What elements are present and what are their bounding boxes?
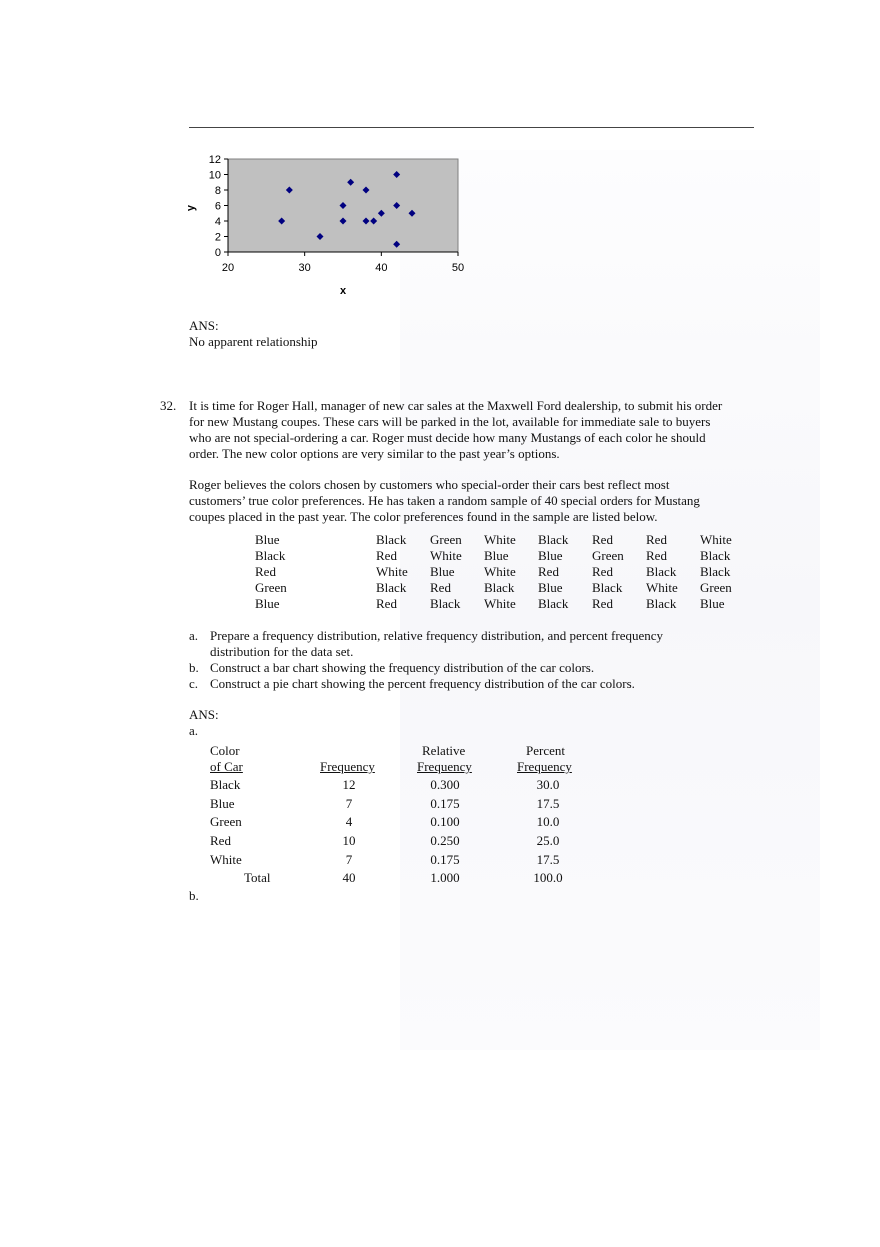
color-cell: White: [484, 564, 516, 579]
table-header-percent: Percent: [526, 743, 565, 758]
table-header-of-car: of Car: [210, 759, 243, 774]
table-row-color: Black: [210, 777, 241, 792]
y-tick-label: 4: [214, 216, 221, 228]
x-axis-label: x: [339, 285, 347, 297]
color-cell: Red: [646, 548, 667, 563]
color-cell: Green: [430, 532, 462, 547]
table-row-percent: 10.0: [536, 814, 560, 830]
paragraph-line: Roger believes the colors chosen by customers who special-order their cars best reflect most: [189, 477, 670, 492]
color-cell: Blue: [255, 596, 280, 611]
color-cell: Red: [592, 564, 613, 579]
color-cell: Black: [538, 532, 569, 547]
color-cell: Red: [376, 548, 397, 563]
table-row-color: Green: [210, 814, 242, 830]
part-text: Prepare a frequency distribution, relative frequency distribution, and percent frequency: [210, 628, 664, 643]
color-cell: White: [484, 532, 516, 547]
table-row-relative: 0.175: [430, 851, 460, 867]
color-cell: Black: [700, 564, 731, 579]
y-tick-label: 6: [214, 200, 221, 213]
table-row-percent: 17.5: [536, 795, 560, 811]
part-letter: b.: [189, 660, 199, 675]
table-total-relative: 1.000: [430, 870, 460, 885]
paragraph-line: customers’ true color preferences. He has taken a random sample of 40 special orders for Mustang: [189, 493, 700, 508]
ans32-part-b: b.: [189, 888, 199, 903]
table-row-frequency: 10: [342, 833, 356, 849]
top-rule: [189, 127, 754, 128]
ans31-text: No apparent relationship: [189, 334, 318, 349]
color-cell: White: [430, 548, 462, 563]
y-tick-label: 10: [208, 169, 221, 182]
table-row-relative: 0.250: [430, 833, 460, 849]
part-text: Construct a pie chart showing the percent frequency distribution of the car colors.: [210, 676, 635, 691]
part-text: distribution for the data set.: [210, 644, 354, 659]
color-cell: Red: [255, 564, 276, 579]
table-row-frequency: 4: [345, 814, 353, 830]
x-tick-label: 40: [375, 262, 388, 274]
scatter-plot: [180, 150, 480, 300]
color-cell: Black: [376, 532, 407, 547]
table-row-relative: 0.175: [430, 795, 460, 811]
ans32-part-a: a.: [189, 723, 199, 738]
y-tick-label: 0: [214, 247, 221, 259]
ans32-label: ANS:: [189, 707, 219, 722]
table-total-percent: 100.0: [533, 870, 563, 885]
table-row-frequency: 12: [342, 777, 356, 792]
ans31-label: ANS:: [189, 318, 219, 333]
color-cell: Blue: [484, 548, 509, 563]
y-tick-label: 12: [208, 154, 221, 166]
table-row-frequency: 7: [345, 795, 353, 811]
color-cell: Black: [376, 580, 407, 595]
color-cell: White: [376, 564, 408, 579]
table-header-pct-frequency: Frequency: [517, 759, 572, 774]
color-cell: Red: [592, 532, 613, 547]
paragraph-line: coupes placed in the past year. The color preferences found in the sample are listed below.: [189, 509, 658, 524]
color-cell: Red: [538, 564, 559, 579]
paragraph-line: who are not special-ordering a car. Roger must decide how many Mustangs of each color he should: [189, 430, 706, 445]
part-text: Construct a bar chart showing the frequency distribution of the car colors.: [210, 660, 595, 675]
table-header-color: Color: [210, 743, 240, 758]
color-cell: Black: [646, 596, 677, 611]
color-cell: Black: [430, 596, 461, 611]
color-cell: Blue: [255, 532, 280, 547]
part-letter: a.: [189, 628, 199, 643]
table-header-rel-frequency: Frequency: [417, 759, 472, 774]
table-row-relative: 0.300: [430, 777, 460, 792]
table-row-relative: 0.100: [430, 814, 460, 830]
color-cell: Blue: [538, 548, 563, 563]
color-cell: Green: [700, 580, 732, 595]
color-cell: Blue: [538, 580, 563, 595]
color-cell: Red: [646, 532, 667, 547]
color-cell: White: [646, 580, 678, 595]
color-cell: Black: [538, 596, 569, 611]
y-tick-label: 8: [214, 185, 221, 197]
table-total-label: Total: [244, 870, 271, 885]
paragraph-line: for new Mustang coupes. These cars will be parked in the lot, available for immediate sale to buyers: [189, 414, 711, 429]
color-cell: Black: [484, 580, 515, 595]
table-row-percent: 30.0: [536, 777, 560, 792]
question-number: 32.: [160, 398, 177, 413]
color-cell: Blue: [430, 564, 455, 579]
x-tick-label: 30: [298, 262, 311, 274]
color-cell: Green: [592, 548, 624, 563]
table-row-frequency: 7: [345, 851, 353, 867]
table-header-frequency: Frequency: [320, 759, 375, 774]
table-row-percent: 17.5: [536, 851, 560, 867]
x-tick-label: 20: [221, 262, 235, 274]
table-row-percent: 25.0: [536, 833, 560, 849]
color-cell: Red: [592, 596, 613, 611]
y-axis-label: y: [185, 204, 197, 212]
paragraph-line: order. The new color options are very similar to the past year’s options.: [189, 446, 560, 461]
table-total-frequency: 40: [342, 870, 356, 885]
color-cell: Black: [700, 548, 731, 563]
y-tick-label: 2: [214, 231, 221, 244]
table-header-relative: Relative: [422, 743, 466, 758]
color-cell: White: [700, 532, 732, 547]
table-row-color: White: [210, 851, 242, 867]
color-cell: Green: [255, 580, 287, 595]
table-row-color: Red: [210, 833, 231, 849]
color-cell: White: [484, 596, 516, 611]
color-cell: Black: [646, 564, 677, 579]
color-cell: Black: [592, 580, 623, 595]
x-tick-label: 50: [451, 262, 465, 274]
color-cell: Red: [430, 580, 451, 595]
part-letter: c.: [189, 676, 199, 691]
color-cell: Red: [376, 596, 397, 611]
paragraph-line: It is time for Roger Hall, manager of new car sales at the Maxwell Ford dealership, to submit his order: [189, 398, 723, 413]
table-row-color: Blue: [210, 795, 235, 811]
color-cell: Black: [255, 548, 286, 563]
color-cell: Blue: [700, 596, 725, 611]
